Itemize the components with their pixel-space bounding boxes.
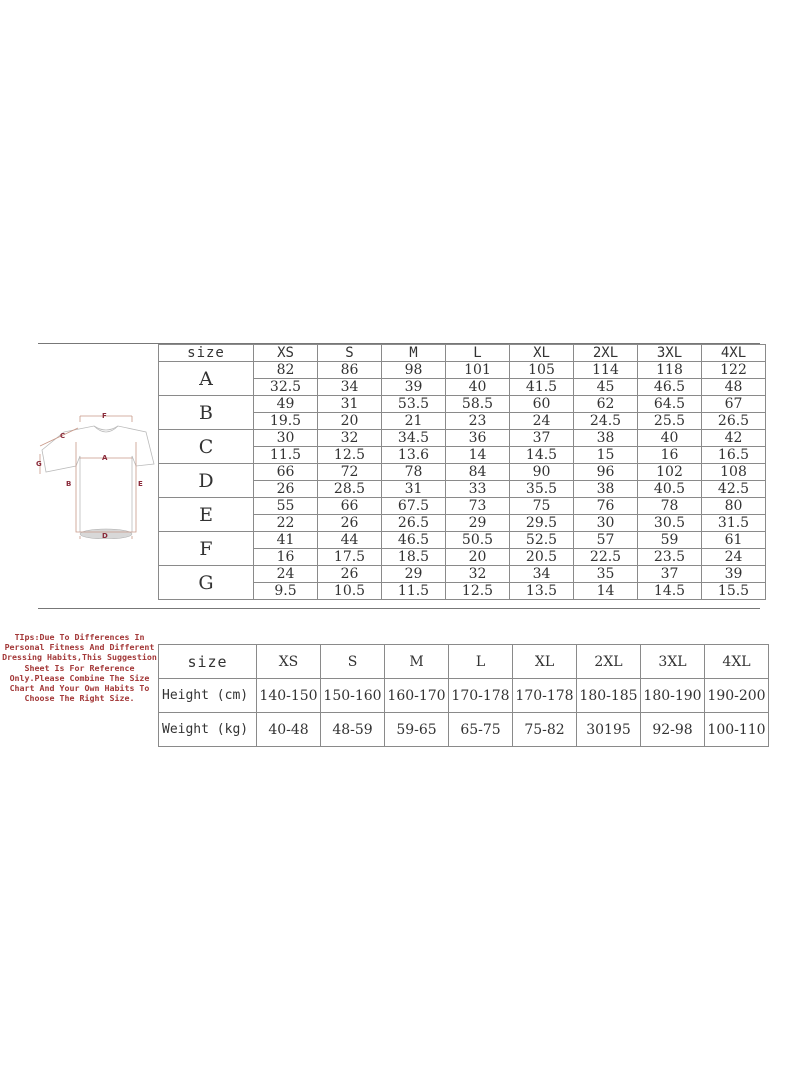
- cell: 48-59: [321, 713, 385, 747]
- cell: 48: [702, 379, 766, 396]
- fit-header-row: [159, 645, 769, 679]
- cell: 53.5: [382, 396, 446, 413]
- cell: 78: [382, 464, 446, 481]
- cell: 84: [446, 464, 510, 481]
- row-label-c: C: [159, 430, 254, 464]
- cell: 14.5: [638, 583, 702, 600]
- cell: 26: [318, 566, 382, 583]
- height-label: Height (cm): [159, 679, 257, 713]
- cell: 102: [638, 464, 702, 481]
- jersey-outline-icon: [36, 404, 156, 539]
- cell: 12.5: [446, 583, 510, 600]
- cell: 170-178: [513, 679, 577, 713]
- cell: 39: [382, 379, 446, 396]
- cell: 67.5: [382, 498, 446, 515]
- cell: 140-150: [257, 679, 321, 713]
- cell: 98: [382, 362, 446, 379]
- cell: 17.5: [318, 549, 382, 566]
- cell: 96: [574, 464, 638, 481]
- fit-row-weight: [159, 713, 769, 747]
- cell: 80: [702, 498, 766, 515]
- cell: 32: [446, 566, 510, 583]
- label-f: F: [102, 412, 107, 420]
- cell: 34.5: [382, 430, 446, 447]
- cell: 160-170: [385, 679, 449, 713]
- cell: 30: [254, 430, 318, 447]
- row-label-f: F: [159, 532, 254, 566]
- header-size-3xl: 3XL: [638, 345, 702, 362]
- header-size-label: size: [159, 345, 254, 362]
- cell: 34: [510, 566, 574, 583]
- cell: 38: [574, 430, 638, 447]
- cell: 40: [638, 430, 702, 447]
- cell: 40-48: [257, 713, 321, 747]
- cell: 39: [702, 566, 766, 583]
- cell: 170-178: [449, 679, 513, 713]
- header-size-m: M: [382, 345, 446, 362]
- jersey-diagram: [36, 404, 156, 539]
- label-g: G: [36, 460, 42, 468]
- cell: 25.5: [638, 413, 702, 430]
- table-row: [159, 362, 766, 379]
- cell: 66: [318, 498, 382, 515]
- cell: 101: [446, 362, 510, 379]
- cell: 105: [510, 362, 574, 379]
- weight-label: Weight (kg): [159, 713, 257, 747]
- cell: 90: [510, 464, 574, 481]
- fit-header-size-3xl: 3XL: [641, 645, 705, 679]
- cell: 40: [446, 379, 510, 396]
- cell: 122: [702, 362, 766, 379]
- row-label-a: A: [159, 362, 254, 396]
- header-size-s: S: [318, 345, 382, 362]
- cell: 18.5: [382, 549, 446, 566]
- cell: 16.5: [702, 447, 766, 464]
- cell: 20: [318, 413, 382, 430]
- cell: 180-190: [641, 679, 705, 713]
- cell: 15.5: [702, 583, 766, 600]
- cell: 45: [574, 379, 638, 396]
- cell: 73: [446, 498, 510, 515]
- cell: 75: [510, 498, 574, 515]
- label-c: C: [60, 432, 66, 440]
- measurement-header-row: [159, 345, 766, 362]
- cell: 57: [574, 532, 638, 549]
- cell: 50.5: [446, 532, 510, 549]
- header-size-xl: XL: [510, 345, 574, 362]
- cell: 59-65: [385, 713, 449, 747]
- label-e: E: [138, 480, 143, 488]
- row-label-b: B: [159, 396, 254, 430]
- cell: 150-160: [321, 679, 385, 713]
- cell: 22.5: [574, 549, 638, 566]
- cell: 78: [638, 498, 702, 515]
- cell: 33: [446, 481, 510, 498]
- cell: 31: [382, 481, 446, 498]
- fit-header-size-l: L: [449, 645, 513, 679]
- cell: 72: [318, 464, 382, 481]
- cell: 44: [318, 532, 382, 549]
- label-a: A: [102, 454, 108, 462]
- cell: 30195: [577, 713, 641, 747]
- cell: 65-75: [449, 713, 513, 747]
- cell: 30: [574, 515, 638, 532]
- measurement-table: [158, 344, 766, 600]
- header-size-2xl: 2XL: [574, 345, 638, 362]
- cell: 64.5: [638, 396, 702, 413]
- fit-header-size-s: S: [321, 645, 385, 679]
- cell: 29: [382, 566, 446, 583]
- cell: 37: [638, 566, 702, 583]
- table-row: [159, 566, 766, 583]
- cell: 15: [574, 447, 638, 464]
- size-tips-note: TIps:Due To Differences In Personal Fitness And Different Dressing Habits,This Suggestion Sheet Is For Reference Only.Please Combine The Size Chart And Your Own Habits To Choose The Right Size.: [2, 632, 157, 704]
- cell: 42.5: [702, 481, 766, 498]
- cell: 22: [254, 515, 318, 532]
- cell: 59: [638, 532, 702, 549]
- cell: 20: [446, 549, 510, 566]
- middle-rule: [38, 608, 760, 609]
- cell: 58.5: [446, 396, 510, 413]
- cell: 52.5: [510, 532, 574, 549]
- cell: 67: [702, 396, 766, 413]
- cell: 35: [574, 566, 638, 583]
- row-label-e: E: [159, 498, 254, 532]
- cell: 26: [318, 515, 382, 532]
- cell: 32.5: [254, 379, 318, 396]
- fit-header-size-2xl: 2XL: [577, 645, 641, 679]
- cell: 16: [254, 549, 318, 566]
- fit-header-size-label: size: [159, 645, 257, 679]
- cell: 190-200: [705, 679, 769, 713]
- fit-header-size-xs: XS: [257, 645, 321, 679]
- cell: 108: [702, 464, 766, 481]
- cell: 11.5: [382, 583, 446, 600]
- cell: 24.5: [574, 413, 638, 430]
- cell: 38: [574, 481, 638, 498]
- cell: 29.5: [510, 515, 574, 532]
- cell: 16: [638, 447, 702, 464]
- row-label-d: D: [159, 464, 254, 498]
- cell: 40.5: [638, 481, 702, 498]
- cell: 26: [254, 481, 318, 498]
- cell: 180-185: [577, 679, 641, 713]
- cell: 86: [318, 362, 382, 379]
- table-row: [159, 396, 766, 413]
- cell: 62: [574, 396, 638, 413]
- cell: 20.5: [510, 549, 574, 566]
- cell: 26.5: [382, 515, 446, 532]
- cell: 61: [702, 532, 766, 549]
- cell: 66: [254, 464, 318, 481]
- row-label-g: G: [159, 566, 254, 600]
- table-row: [159, 430, 766, 447]
- cell: 36: [446, 430, 510, 447]
- cell: 12.5: [318, 447, 382, 464]
- cell: 41: [254, 532, 318, 549]
- cell: 24: [702, 549, 766, 566]
- label-d: D: [102, 532, 108, 539]
- fit-header-size-xl: XL: [513, 645, 577, 679]
- cell: 9.5: [254, 583, 318, 600]
- cell: 28.5: [318, 481, 382, 498]
- cell: 92-98: [641, 713, 705, 747]
- cell: 75-82: [513, 713, 577, 747]
- cell: 37: [510, 430, 574, 447]
- cell: 118: [638, 362, 702, 379]
- cell: 34: [318, 379, 382, 396]
- fit-table: [158, 644, 769, 747]
- cell: 31.5: [702, 515, 766, 532]
- fit-header-size-m: M: [385, 645, 449, 679]
- fit-header-size-4xl: 4XL: [705, 645, 769, 679]
- cell: 46.5: [382, 532, 446, 549]
- cell: 11.5: [254, 447, 318, 464]
- cell: 100-110: [705, 713, 769, 747]
- cell: 14: [574, 583, 638, 600]
- cell: 41.5: [510, 379, 574, 396]
- cell: 31: [318, 396, 382, 413]
- cell: 35.5: [510, 481, 574, 498]
- cell: 14: [446, 447, 510, 464]
- cell: 76: [574, 498, 638, 515]
- cell: 60: [510, 396, 574, 413]
- table-row: [159, 464, 766, 481]
- cell: 13.5: [510, 583, 574, 600]
- cell: 29: [446, 515, 510, 532]
- cell: 49: [254, 396, 318, 413]
- cell: 23: [446, 413, 510, 430]
- header-size-l: L: [446, 345, 510, 362]
- cell: 46.5: [638, 379, 702, 396]
- cell: 82: [254, 362, 318, 379]
- cell: 114: [574, 362, 638, 379]
- table-row: [159, 532, 766, 549]
- cell: 21: [382, 413, 446, 430]
- header-size-4xl: 4XL: [702, 345, 766, 362]
- cell: 55: [254, 498, 318, 515]
- cell: 14.5: [510, 447, 574, 464]
- cell: 42: [702, 430, 766, 447]
- cell: 10.5: [318, 583, 382, 600]
- label-b: B: [66, 480, 72, 488]
- cell: 26.5: [702, 413, 766, 430]
- cell: 32: [318, 430, 382, 447]
- cell: 24: [254, 566, 318, 583]
- cell: 23.5: [638, 549, 702, 566]
- fit-row-height: [159, 679, 769, 713]
- cell: 30.5: [638, 515, 702, 532]
- header-size-xs: XS: [254, 345, 318, 362]
- cell: 13.6: [382, 447, 446, 464]
- cell: 19.5: [254, 413, 318, 430]
- cell: 24: [510, 413, 574, 430]
- table-row: [159, 498, 766, 515]
